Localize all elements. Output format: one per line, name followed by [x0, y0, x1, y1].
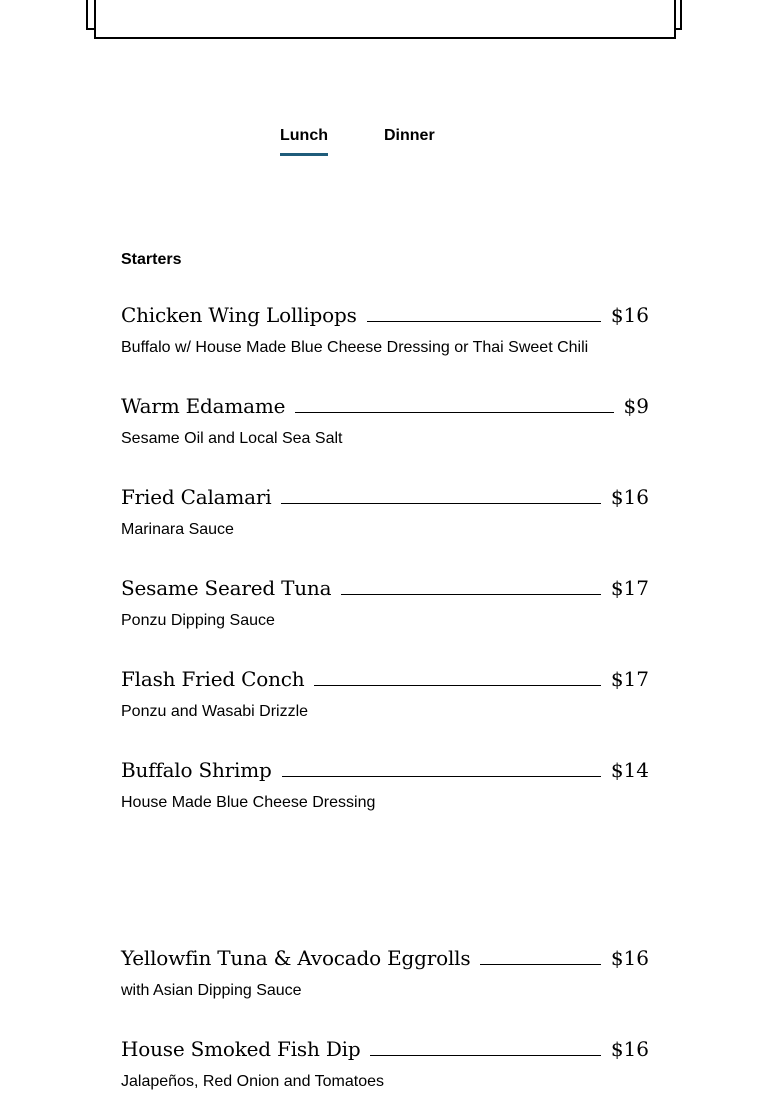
item-description: with Asian Dipping Sauce: [121, 982, 302, 999]
item-price: $16: [610, 1037, 649, 1061]
item-price: $17: [610, 667, 649, 691]
title-frame: [94, 0, 676, 39]
menu-item: [121, 389, 649, 469]
item-name: Sesame Seared Tuna: [121, 576, 332, 600]
menu-title: [96, 0, 674, 6]
tab-dinner[interactable]: Dinner: [384, 127, 435, 144]
menu-item: [121, 298, 649, 378]
item-description: Marinara Sauce: [121, 521, 234, 538]
item-name: Fried Calamari: [121, 485, 272, 509]
menu-item: [121, 753, 649, 833]
leader-line: [367, 321, 601, 322]
item-name: Warm Edamame: [121, 394, 286, 418]
leader-line: [341, 594, 600, 595]
leader-line: [480, 964, 600, 965]
item-price: $14: [610, 758, 649, 782]
item-name: Buffalo Shrimp: [121, 758, 272, 782]
item-name: Yellowfin Tuna & Avocado Eggrolls: [121, 946, 471, 970]
menu-item: [121, 941, 649, 1021]
item-price: $16: [610, 303, 649, 327]
item-description: Sesame Oil and Local Sea Salt: [121, 430, 343, 447]
item-price: $9: [623, 394, 649, 418]
leader-line: [295, 412, 613, 413]
item-price: $17: [610, 576, 649, 600]
item-description: Buffalo w/ House Made Blue Cheese Dressing or Thai Sweet Chili: [121, 339, 589, 356]
menu-item: [121, 1032, 649, 1112]
leader-line: [281, 503, 600, 504]
leader-line: [282, 776, 601, 777]
menu-tabs: [0, 126, 770, 166]
item-description: House Made Blue Cheese Dressing: [121, 794, 376, 811]
tab-lunch[interactable]: Lunch: [280, 126, 328, 156]
menu-item: [121, 480, 649, 560]
item-price: $16: [610, 946, 649, 970]
menu-item: [121, 662, 649, 742]
item-price: $16: [610, 485, 649, 509]
item-name: House Smoked Fish Dip: [121, 1037, 361, 1061]
leader-line: [314, 685, 600, 686]
item-name: Chicken Wing Lollipops: [121, 303, 357, 327]
item-description: Ponzu Dipping Sauce: [121, 612, 275, 629]
item-name: Flash Fried Conch: [121, 667, 305, 691]
item-description: Ponzu and Wasabi Drizzle: [121, 703, 309, 720]
section-heading-starters: Starters: [121, 251, 182, 268]
leader-line: [370, 1055, 600, 1056]
menu-item: [121, 571, 649, 651]
item-description: Jalapeños, Red Onion and Tomatoes: [121, 1073, 384, 1090]
